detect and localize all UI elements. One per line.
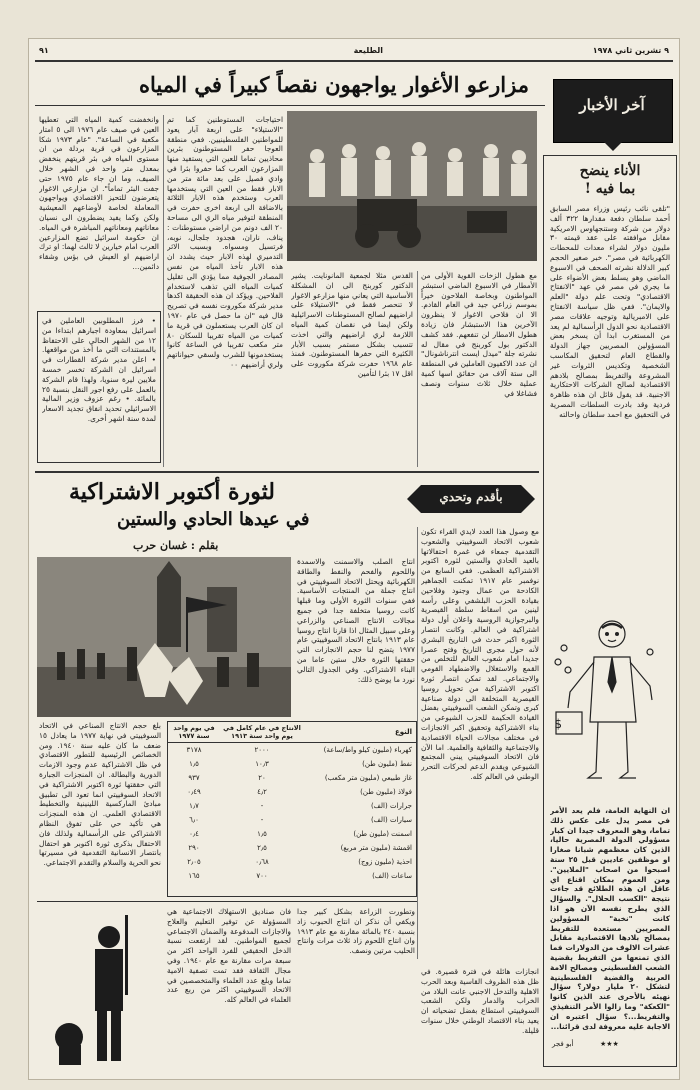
table-cell-type: اقمشة (مليون متر مربع) bbox=[340, 844, 412, 852]
table-cell-type: ساعات (الف) bbox=[372, 872, 412, 880]
sidebar-body: "تلقى نائب رئيس وزراء مصر السابق أحمد سلطان دفعة مقدارها ٣٢٢ ألف دولار من شركة وستنجهاوس الامريكية مقابل موافقته على عقد قيمته ٣٠ مليون دولار لشراء معدات للمحطات الكهربائية في مصر". خبر صغير الحجم كبير الدلالة نشرته الصحف في الاسبوع الماضي وهو يسلط بعض الأضواء على ما يجري في مصر في عهد "الانفتاح الاقتصادي" وتحت علم دولة "العلم والايمان". ففي ظل سياسة الانفتاح على الامبريالية وتوجيه علاقات مصر الاقتصادية نحو الدول الرأسمالية لم يعد من المستغرب ابدا أن يسخر بعض المسؤولين المصريين جهاز الدولة والقطاع العام لتحقيق المكاسب الشخصية وتكديس الثروات غير المشروعة والتفريط بمصالح بلادهم الاقتصادية لصالح الشركات الاحتكارية الاجنبية. قد يقول قائل ان هذه ظاهرة فردية وقد بادرت السلطات المصرية في التحقيق مع احمد سلطان واحالته bbox=[550, 204, 670, 419]
table-cell-type: فولاذ (مليون طن) bbox=[360, 788, 412, 796]
table-header-row bbox=[168, 722, 416, 743]
table-cell-type: سيارات (الف) bbox=[370, 816, 412, 824]
table-row bbox=[168, 869, 416, 883]
sidebar-signature: أبو فجر bbox=[552, 1040, 574, 1048]
table-cell-1913: ١٠٫٣ bbox=[255, 760, 269, 768]
table-header-type: النوع bbox=[394, 728, 412, 736]
table-row bbox=[168, 855, 416, 869]
table-row bbox=[168, 813, 416, 827]
table-cell-1913: ٠٫٦٨ bbox=[255, 858, 269, 866]
sidebar-caption: ان النهاية العامة، فلم يعد الأمر في مصر يدل على عكس ذلك تماما، وهو المعروف جيدا ان كبار مسؤولي الدولة المصرية حاليا، الذين كان معظمهم شبانا صغارا او موظفين عاديين قبل ٢٥ سنة اصبحوا من اصحاب "الملايين". ومن العموم بمكان اقناع اي عاقل ان هذه الطلائع قد جاءت نتيجة "الكسب الحلال". والسؤال الذي يطرح نفسه الآن هو اذا كانت "نخبة" المسؤولين المصريين مستعدة للتفريط بمصالح بلادها الاقتصادية مقابل عشرات الالوف من الدولارات فما الذي تمنعها من التفريط بقضية الشعب الفلسطيني ومصالح الامة العربية والقضية الفلسطينية لتشكل ٢٠ مليار دولار؟ سؤال نهيئه بالأحرى عند الذين كانوا "الكعكة" وما زالوا الأمر التنفيذي والتفريط...؟ سؤال اعتبره ان الاجابة عليه معروفة لدى قرائنا... bbox=[550, 806, 670, 1031]
october-bottom-2: وتطورت الزراعة بشكل كبير جدا ويكفي أن نذكر ان انتاج الحبوب زاد بنسبة ٢٤٠ بالمائة مقارنة مع عام ١٩١٣ وان انتاج اللحوم زاد ثلاث مرات وانتاج الحليب مرتين ونصف. bbox=[297, 907, 415, 956]
october-col-mid: انتاج الصلب والاسمنت والاسمدة واللحوم والفحم والنفط والطاقة الكهربائية ويحتل الاتحاد السوفييتي في انتاج جملة من المنتجات الأساسية. ففي سنوات الثورة الأولى وما قبلها كانت روسيا متخلفة جدا في جميع مجالات الانتاج الصناعي والزراعي وعلى سبيل المثال اذا قارنا انتاج روسيا عام ١٩١٣ بانتاج الاتحاد السوفييتي عام ١٩٧٧ يتضح لنا حجم الانجازات التي حققتها الثورة خلال ستين عاما من البناء الاشتراكي. وفي الجدول التالي نورد ما يوضح ذلك: bbox=[297, 557, 415, 684]
logo-text: آخر الأخبار bbox=[579, 96, 645, 114]
table-cell-1913: ٤٫٢ bbox=[257, 788, 267, 796]
section-name: الطليعة bbox=[353, 46, 383, 55]
october-bottom-3: فان صناديق الاستهلاك الاجتماعية هي المسؤولة عن توفير التعليم والعلاج والاجازات المدفوعة والضمان الاجتماعي لجميع المواطنين. لقد ارتفعت نسبة الدخل الحقيقي للفرد الواحد اكثر من سبعة مرات مقارنة مع عام ١٩٤٠. وفي مجال الثقافة فقد تمت تصفية الامية تماما وبلغ عدد العلماء والمتخصصين في الاتحاد السوفييتي اكثر من ربع عدد العلماء في العالم كله. bbox=[167, 907, 291, 1005]
table-cell-type: احذية (مليون زوج) bbox=[358, 858, 412, 866]
table-cell-1977: ٩٣٧ bbox=[188, 774, 200, 782]
page-date: ٩ تشرين ثاني ١٩٧٨ bbox=[592, 46, 669, 55]
sidebar-stars: ★★★ bbox=[600, 1040, 619, 1048]
table-cell-1977: ١٦٥ bbox=[188, 872, 200, 880]
table-cell-type: نفط (مليون طن) bbox=[362, 760, 412, 768]
table-cell-1977: ٢٫٠٥ bbox=[187, 858, 201, 866]
table-cell-1977: ٢٩٠ bbox=[188, 844, 200, 852]
october-col-right: مع وصول هذا العدد لايدي القراء تكون شعوب الاتحاد السوفييتي والشعوب التقدمية جمعاء في غمرة احتفالاتها بالعيد الحادي والستين لثورة اكتوبر الاشتراكية العظمى. ففي السابع من نوفمبر عام ١٩١٧ تمكنت الجماهير الكادحة من عمال وجنود وفلاحين بقيادة الحزب البلشفي وعلى رأسه لينين من اسقاط سلطة القيصرية والبرجوازية الروسية واعلان أول دولة اشتراكية في العالم. وكانت انتصار الثورة اكبر حدث في التاريخ البشري لأنه حول مجرى التاريخ وفتح عصرا جديدا امام شعوب العالم للتخلص من القمع والاستغلال والاضطهاد القومي والاجتماعي. لقد تمكن انتصار ثورة اكتوبر الاشتراكية من تحويل روسيا القيصرية المتخلفة الى دولة صناعية كبرى وتمكن الشعب السوفييتي بفضل القيادة الحكيمة للحزب الشيوعي من بناء الاشتراكية وتحقيق اكبر الانجازات في مختلف مجالات الحياة الاقتصادية والاجتماعية والثقافية والعلمية. اما الآن فان الاتحاد السوفييتي يبني المجتمع الشيوعي ويقدم الدعم لحركات التحرر الوطني في العالم كله. bbox=[421, 527, 539, 781]
table-header-1913: الانتاج في عام كامل في يوم واحد سنة ١٩١٣ bbox=[223, 724, 301, 740]
water-headline: مزارعو الأغوار يواجهون نقصاً كبيراً في المياه bbox=[139, 72, 529, 97]
table-cell-1913: ٢٫٥ bbox=[257, 844, 267, 852]
october-bottom-1: انجازات هائلة في فترة قصيرة. في ظل هذه الظروف القاسية وبعد الحرب الاهلية والتدخل الاجنبي عانت البلاد من الخراب والدمار ولكن الشعب السوفييتي استطاع بفضل تضحياته ان يعيد بناء الاقتصاد الوطني خلال سنوات قليلة. bbox=[421, 967, 539, 1035]
table-cell-1913: ٧٠٠ bbox=[256, 872, 268, 880]
table-cell-type: جرارات (الف) bbox=[370, 802, 412, 810]
table-row bbox=[168, 799, 416, 813]
table-cell-1977: ١٫٥ bbox=[189, 760, 199, 768]
table-row bbox=[168, 757, 416, 771]
table-row bbox=[168, 827, 416, 841]
sidebar-title-line-1: الأناء ينضح bbox=[579, 163, 641, 179]
header-rule bbox=[35, 60, 673, 62]
october-byline: بقلم : غسان حرب bbox=[133, 539, 219, 552]
october-divider bbox=[417, 527, 418, 959]
table-cell-1913: - bbox=[260, 816, 264, 824]
table-cell-1977: ٣١٧٨ bbox=[186, 746, 202, 754]
sidebar-logo bbox=[553, 79, 673, 143]
sidebar-title-line-2: بما فيه ! bbox=[584, 181, 636, 197]
table-row bbox=[168, 841, 416, 855]
table-cell-1977: ١٫٧ bbox=[189, 802, 199, 810]
october-title-line-2: في عيدها الحادي والستين bbox=[117, 509, 310, 530]
october-title-line-1: لثورة أكتوبر الاشتراكية bbox=[69, 479, 275, 505]
soldier-illustration bbox=[39, 907, 161, 1071]
production-table-grid bbox=[168, 722, 416, 883]
water-col-3: احتياجات المستوطنين كما تم "الاستيلاء" على اربعة آبار يعود للمواطنين الفلسطينيين. ففي منطقة العوجا حفر المستوطنون بئرين محاذيين تماما للعين التي يستفيد منها المزارعون العرب كما حفروا بئرا في وادي فصيل على بعد مائة متر من الابار فقط من العين التي يستخدمها العرب وستخدم هذه الابار الثلاثة بالاضافة الى اربعة اخرى حفرت في المنطقة لتوفير مياه الري الى مساحة ٢٠ الف دونم من اراضي مستوطنات : يناف، ناران، هجدود جلجال، نوبه، فرتسيل ومسواه. وبسبب الاثر التدميري لهذه الابار حيث يشدد ان هذه الابار تأخذ المياه من نفس المصادر الجوفية مما يؤدي الى تقليل كميات المياه التي تذهب لاستخدام الفلاحين. ويؤكد ان هذه الحقيقة اكدها مدير شركة مكوروت نفسه في تصريح قال فيه "ان ما حصل في عام ١٩٧٠ ان كان العرب يستعملون في قرية ما كميات من المياه تقريبا للسكان ٨٠ متر مكعب تقريبا في الساعة كانوا يستخدمونها للشرب ولسقي حيواناتهم ولري أراضيهم ٠٠ bbox=[167, 115, 283, 369]
table-cell-1913: - bbox=[260, 802, 264, 810]
table-cell-type: اسمنت (مليون طن) bbox=[353, 830, 412, 838]
table-cell-1977: ٠٫٤ bbox=[189, 830, 199, 838]
october-col-left: بلغ حجم الانتاج الصناعي في الاتحاد السوفييتي في نهاية ١٩٧٧ ما يعادل ١٥ ضعف ما كان عليه سنة ١٩٤٠. ومن الخصائص الرئيسية للتطور الاقتصادي في ظل الاشتراكية عدم وجود الازمات الدورية والبطالة. ان المنجزات الجبارة التي حققتها ثورة اكتوبر الاشتراكية في الاتحاد السوفييتي انما تعود الى تطبيق مبادئ الماركسية اللينينية والتخطيط الاقتصادي العلمي. ان هذه المنجزات هي تأكيد حي على تفوق النظام الاشتراكي على الرأسمالية ولذلك فان الاحتفال بذكرى ثورة اكتوبر هو احتفال بانتصار الانسانية التقدمية في مسيرتها نحو الحرية والسلام والتقدم الاجتماعي. bbox=[39, 721, 161, 868]
table-cell-type: غاز طبيعي (مليون متر مكعب) bbox=[324, 774, 412, 782]
news-brief-box bbox=[37, 311, 161, 463]
sidebar-title bbox=[548, 162, 672, 198]
table-row bbox=[168, 743, 416, 758]
table-header-1977: في يوم واحد سنة ١٩٧٧ bbox=[173, 724, 215, 740]
water-col-2: القدس مثلا لجمعية المانونايت. يشير الدكتور كوربنج الى ان المشكلة الأساسية التي يعاني منها مزارعو الاغوار لا تنحصر فقط في "الاستيلاء على اراضيهم لصالح المستوطنات الاسرائيلية ولكن ايضا في نقصان كمية المياه اللازمة لري اراضيهم والتي اخذت تتسبب بشكل مستمر بسبب الأبار الكثيرة التي حفرها المستوطنون. فمنذ عام ١٩٦٨ حفرت شركة مكوروت على اقل ١٧ بئرا لتأمين bbox=[291, 271, 413, 378]
table-row bbox=[168, 771, 416, 785]
water-headline-rule bbox=[35, 105, 545, 106]
table-cell-1913: ١٫٥ bbox=[257, 830, 267, 838]
table-cell-1913: ٢٠ bbox=[258, 774, 266, 782]
page-header bbox=[35, 45, 673, 59]
table-cell-1913: ٢٠٠٠ bbox=[254, 746, 270, 754]
production-table bbox=[167, 721, 417, 897]
logo-pointer-icon bbox=[603, 141, 623, 151]
table-cell-1977: ٠٫٤٩ bbox=[187, 788, 201, 796]
table-cell-1977: ٦٫٠ bbox=[189, 816, 199, 824]
water-col-1: مع هطول الزخات القوية الأولى من الأمطار في الاسبوع الماضي استبشر المواطنون وبخاصة الفلاحون خيراً بموسم زراعي جيد في العام القادم. الا ان فلاحي الاغوار لا ينظرون الآخرين هذا الاستبشار فان زيادة هطول الامطار لن تنفعهم. فقد كشف الدكتور بول كوربنج في مقال له نشرته جلة "ميدل ايست انترناشونال" ان عدد الاكفيون العاملين في المنطقة الى ستة آلاف من حقائق اسها كمية عملية خلال ثلاث سنوات ونصف فشاغلا في bbox=[421, 271, 537, 398]
table-row bbox=[168, 785, 416, 799]
page-number: ٩١ bbox=[39, 46, 49, 55]
table-cell-type: كهرباء (مليون كيلو واط/ساعة) bbox=[323, 746, 412, 754]
water-bottom-rule bbox=[35, 471, 539, 473]
october-badge-text: بأقدم وتحدي bbox=[439, 490, 503, 504]
october-mid-rule bbox=[37, 901, 417, 902]
october-badge bbox=[403, 481, 539, 517]
sidebar-box bbox=[543, 155, 677, 1067]
water-divider-1 bbox=[417, 271, 418, 467]
cartoon-illustration bbox=[550, 612, 670, 802]
newspaper-page bbox=[28, 38, 680, 1080]
news-brief-text: • فرز المطلوبين العاملين في اسرائيل بمعاودة اجبارهم ابتداءا من ١٢ من الشهر الحالي على الاحتفاظ بالمستندات التي ما أخذ من مواقعها. • اعلن مدير شركة القطارات في اسرائيل ان الشركة تخسر خمسة ملايين ليرة سنويا، ولهذا قام الشركة بالعمل على رفع اجور النقل بنسبة ٢٥ بالمائة. • رغم عزوف وزير المالية الاسرائيلي تحديد انفاق تجديد الاسعار لمدة سنة اشهر أخرى. bbox=[42, 316, 156, 423]
svg-text:$: $ bbox=[554, 717, 562, 731]
revolution-painting bbox=[37, 557, 291, 717]
water-col-4: وانخفضت كمية المياه التي تعطيها العين في صيف عام ١٩٧٦ الى ٥ امتار مكعبة في الساعة". "عام ١٩٧٣ شكا المزارعون في قرية بردلة من ان مستوى المياه في بئر قريتهم ينخفض بمعدل متر واحد في الشهر خلال الصيف، وما ان جاء عام ١٩٧٥ حتى جفت البئر تماماً". ان مزارعي الاغوار يتعرضون للتحيز الاقتصادي ويواجهون المعاملة لخاصة لأوضاعهم المعيشية ولكن وكما يفيد يضطرون الى نسيان معاناتهم ومعاناتهم المباشرة في المياه. ان حكومة اسرائيل تضع المزارعين العرب امام خيارين لا ثالث لهما: او ترك اراضيهم او العيش في بؤس وشقاء دائمين... bbox=[39, 115, 159, 271]
farmers-photo bbox=[287, 111, 537, 261]
water-divider-2 bbox=[163, 115, 164, 467]
